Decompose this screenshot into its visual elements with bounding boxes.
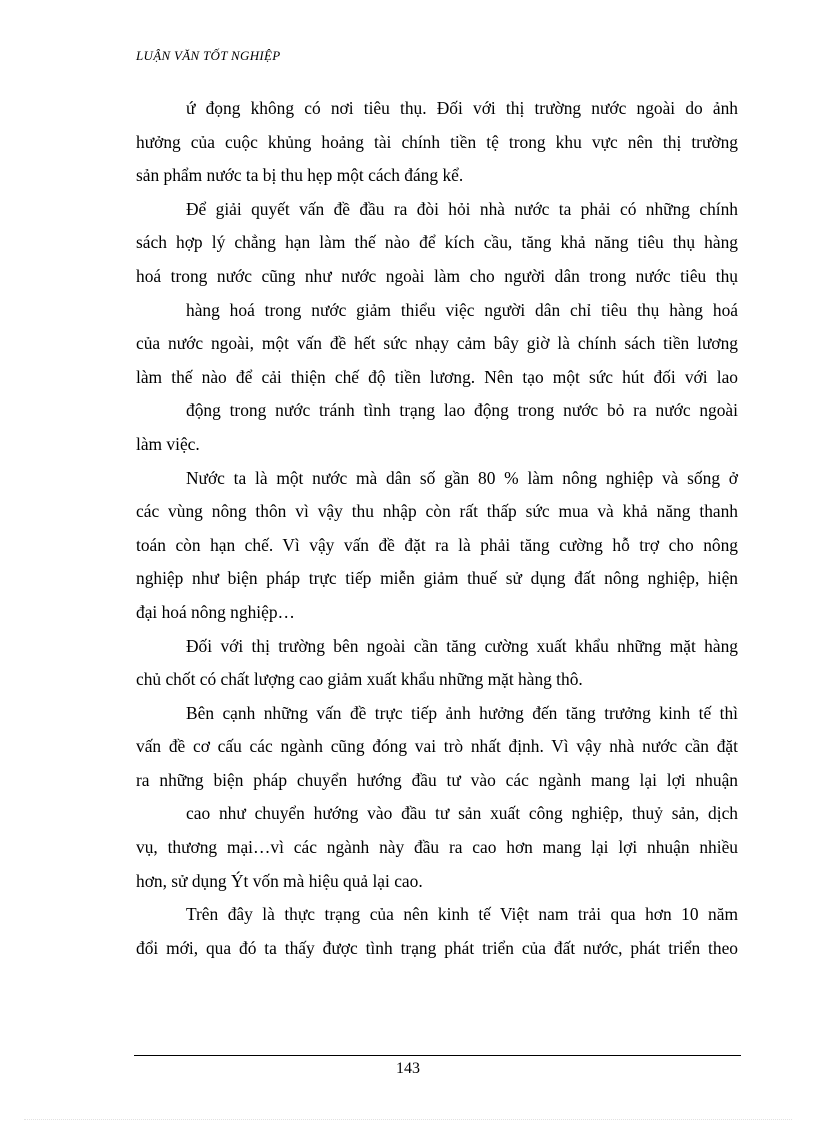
text-line: đổi mới, qua đó ta thấy được tình trạng phát triển của đất nước, phát triển theo: [136, 937, 738, 958]
text-line: nghiệp như biện pháp trực tiếp miễn giảm thuế sử dụng đất nông nghiệp, hiện: [136, 568, 738, 589]
text-line: Để giải quyết vấn đề đầu ra đòi hỏi nhà nước ta phải có những chính: [186, 198, 738, 219]
text-line: ứ đọng không có nơi tiêu thụ. Đối với thị trường nước ngoài do ảnh: [186, 98, 738, 118]
paragraph: [136, 797, 738, 898]
text-line: hơn, sử dụng Ýt vốn mà hiệu quả lại cao.: [136, 870, 423, 891]
page-number: 143: [396, 1060, 420, 1077]
footer-divider: [134, 1055, 741, 1056]
body-text: [136, 92, 738, 965]
text-line: động trong nước tránh tình trạng lao động trong nước bỏ ra nước ngoài: [186, 400, 738, 421]
text-line: làm việc.: [136, 433, 200, 454]
text-line: chủ chốt có chất lượng cao giảm xuất khẩu những mặt hàng thô.: [136, 669, 583, 690]
text-line: hoá trong nước cũng như nước ngoài làm cho người dân trong nước tiêu thụ: [136, 265, 738, 286]
text-line: sản phẩm nước ta bị thu hẹp một cách đáng kể.: [136, 165, 464, 186]
paragraph: [136, 92, 738, 193]
paragraph: [136, 394, 738, 461]
text-line: các vùng nông thôn vì vậy thu nhập còn rất thấp sức mua và khả năng thanh: [136, 501, 738, 522]
text-line: cao như chuyển hướng vào đầu tư sản xuất công nghiệp, thuỷ sản, dịch: [186, 803, 738, 824]
paragraph: [136, 294, 738, 395]
text-line: Đối với thị trường bên ngoài cần tăng cường xuất khẩu những mặt hàng: [186, 635, 738, 656]
paragraph: [136, 630, 738, 697]
running-header: LUẬN VĂN TỐT NGHIỆP: [136, 48, 281, 63]
text-line: đại hoá nông nghiệp…: [136, 601, 295, 622]
text-line: toán còn hạn chế. Vì vậy vấn đề đặt ra là phải tăng cường hỗ trợ cho nông: [136, 534, 738, 555]
paragraph: [136, 697, 738, 798]
paragraph: [136, 462, 738, 630]
text-line: vấn đề cơ cấu các ngành cũng đóng vai trò nhất định. Vì vậy nhà nước cần đặt: [136, 736, 738, 757]
text-line: hưởng của cuộc khủng hoảng tài chính tiền tệ trong khu vực nên thị trường: [136, 131, 738, 152]
text-line: ra những biện pháp chuyển hướng đầu tư vào các ngành mang lại lợi nhuận: [136, 769, 738, 790]
text-line: hàng hoá trong nước giảm thiểu việc người dân chỉ tiêu thụ hàng hoá: [186, 299, 738, 320]
text-line: làm thế nào để cải thiện chế độ tiền lương. Nên tạo một sức hút đối với lao: [136, 366, 738, 387]
text-line: của nước ngoài, một vấn đề hết sức nhạy cảm bây giờ là chính sách tiền lương: [136, 333, 738, 354]
paragraph: [136, 193, 738, 294]
text-line: sách hợp lý chẳng hạn làm thế nào để kích cầu, tăng khả năng tiêu thụ hàng: [136, 232, 738, 253]
text-line: vụ, thương mại…vì các ngành này đầu ra cao hơn mang lại lợi nhuận nhiều: [136, 837, 738, 858]
text-line: Bên cạnh những vấn đề trực tiếp ảnh hưởng đến tăng trưởng kinh tế thì: [186, 702, 738, 723]
paragraph: [136, 898, 738, 965]
text-line: Trên đây là thực trạng của nên kinh tế Việt nam trải qua hơn 10 năm: [186, 904, 738, 925]
page-edge-dotted-border: [24, 1119, 792, 1120]
text-line: Nước ta là một nước mà dân số gần 80 % làm nông nghiệp và sống ở: [186, 467, 738, 488]
